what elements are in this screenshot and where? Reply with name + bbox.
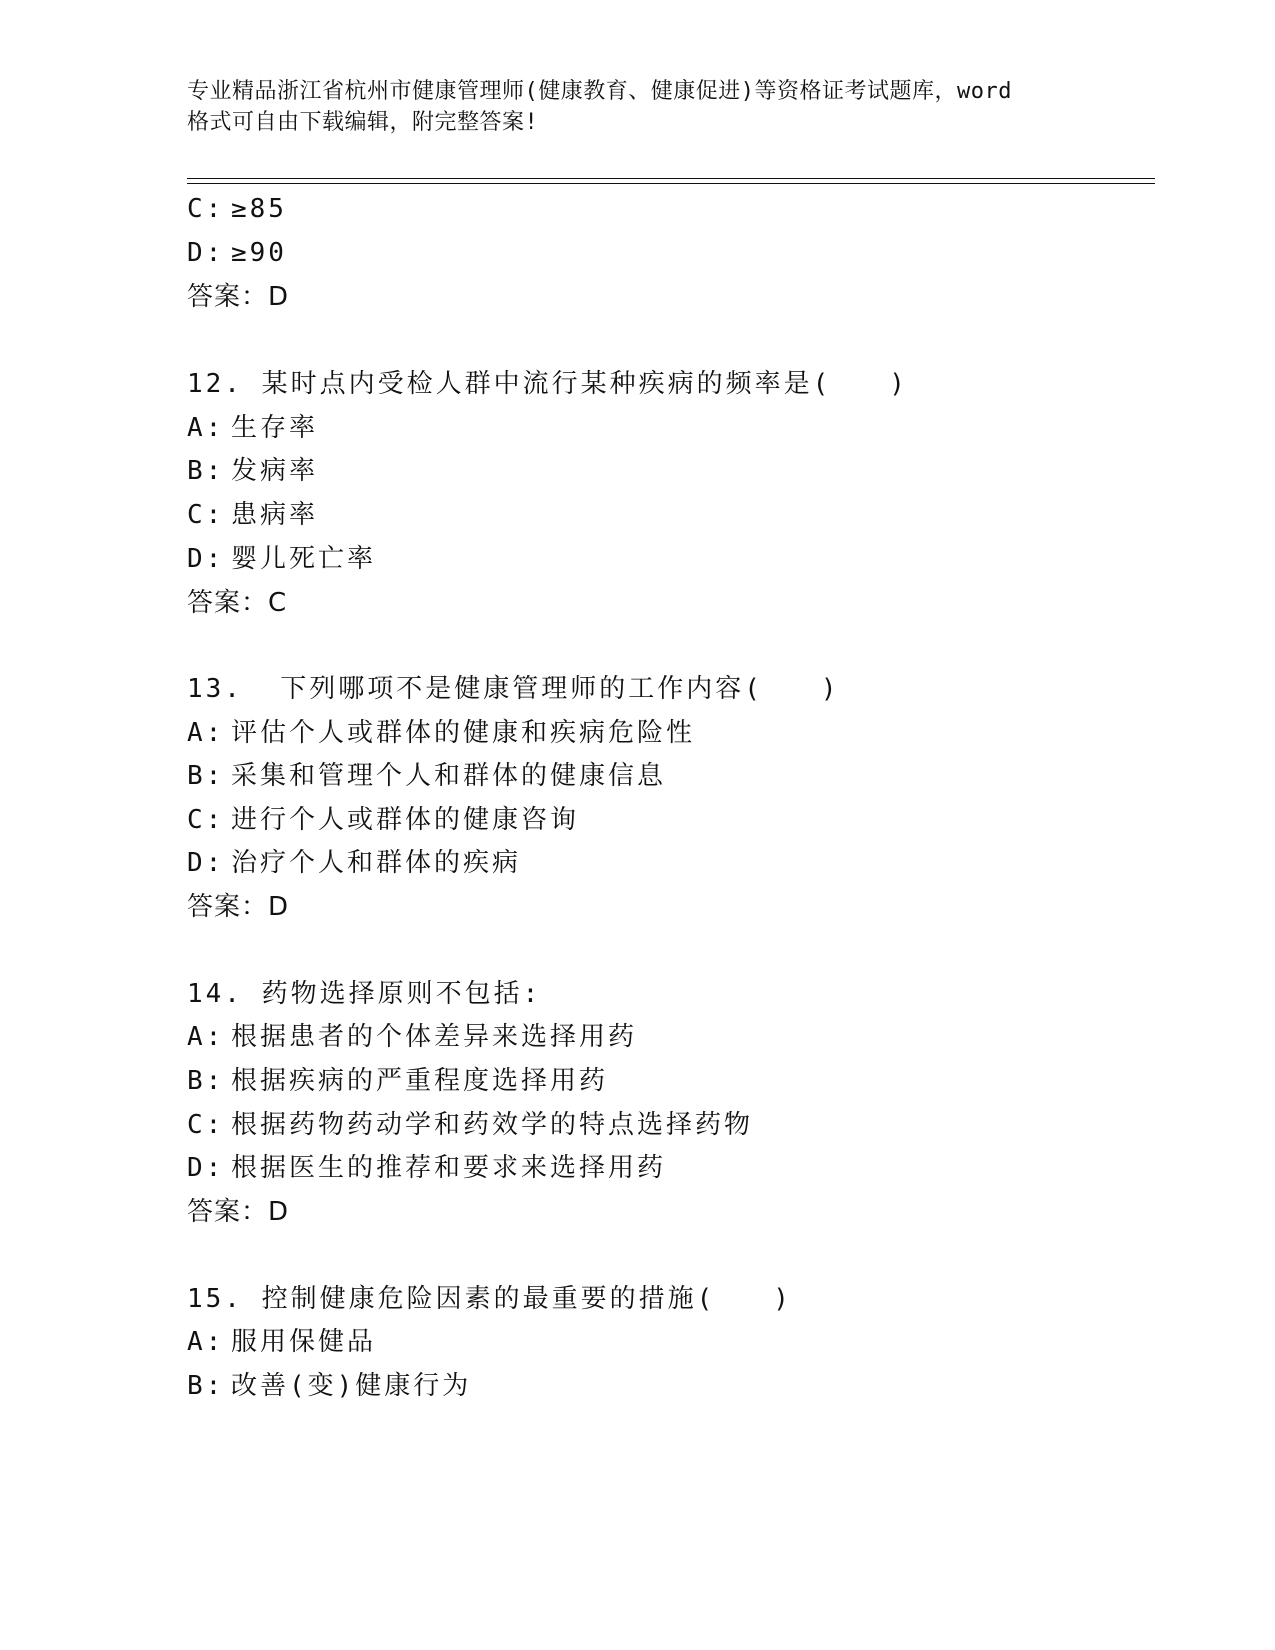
- option-key: B:: [187, 1371, 225, 1401]
- q12-option-c: [187, 499, 318, 531]
- option-key: D:: [187, 1153, 225, 1183]
- q13-option-b: [187, 760, 666, 792]
- q12-question: 12. 某时点内受检人群中流行某种疾病的频率是( ): [187, 369, 908, 399]
- option-text: 治疗个人和群体的疾病: [231, 848, 522, 878]
- option-text: 采集和管理个人和群体的健康信息: [231, 761, 667, 791]
- option-text: 改善(变)健康行为: [231, 1371, 472, 1401]
- q13-option-a: [187, 717, 695, 749]
- option-text: 患病率: [231, 500, 319, 530]
- option-text: 根据疾病的严重程度选择用药: [231, 1066, 609, 1096]
- option-key: D:: [187, 544, 225, 574]
- q11-option-d: [187, 237, 287, 269]
- option-key: C:: [187, 194, 225, 224]
- option-text: 评估个人或群体的健康和疾病危险性: [231, 718, 696, 748]
- option-key: C:: [187, 1110, 225, 1140]
- option-text: 发病率: [231, 456, 319, 486]
- option-text: 服用保健品: [231, 1327, 377, 1357]
- option-text: ≥90: [231, 238, 287, 268]
- option-text: 进行个人或群体的健康咨询: [231, 805, 580, 835]
- q11-answer: 答案：D: [187, 282, 290, 312]
- q11-option-c: [187, 193, 287, 225]
- option-text: 根据药物药动学和药效学的特点选择药物: [231, 1110, 754, 1140]
- q13-option-c: [187, 804, 579, 836]
- option-key: D:: [187, 848, 225, 878]
- option-key: A:: [187, 413, 225, 443]
- option-text: ≥85: [231, 194, 287, 224]
- header-divider-bottom: [187, 183, 1155, 184]
- q14-option-a: [187, 1021, 637, 1053]
- q12-option-d: [187, 543, 376, 575]
- header-divider-top: [187, 178, 1155, 179]
- q15-question: 15. 控制健康危险因素的最重要的措施( ): [187, 1284, 792, 1314]
- option-key: C:: [187, 500, 225, 530]
- option-text: 根据医生的推荐和要求来选择用药: [231, 1153, 667, 1183]
- q15-option-b: [187, 1370, 471, 1402]
- option-key: B:: [187, 1066, 225, 1096]
- q13-option-d: [187, 847, 521, 879]
- q14-option-c: [187, 1109, 753, 1141]
- q14-question: 14. 药物选择原则不包括:: [187, 979, 542, 1009]
- q14-option-d: [187, 1152, 666, 1184]
- option-key: A:: [187, 718, 225, 748]
- option-text: 生存率: [231, 413, 319, 443]
- q14-option-b: [187, 1065, 608, 1097]
- option-key: A:: [187, 1327, 225, 1357]
- document-header: [187, 76, 1087, 138]
- option-key: C:: [187, 805, 225, 835]
- q12-option-a: [187, 412, 318, 444]
- option-key: B:: [187, 761, 225, 791]
- q15-option-a: [187, 1326, 376, 1358]
- header-line-1: 专业精品浙江省杭州市健康管理师(健康教育、健康促进)等资格证考试题库，word: [187, 79, 1012, 104]
- q12-option-b: [187, 455, 318, 487]
- q13-question: 13. 下列哪项不是健康管理师的工作内容( ): [187, 674, 840, 704]
- q13-answer: 答案：D: [187, 892, 290, 922]
- option-text: 婴儿死亡率: [231, 544, 377, 574]
- q14-answer: 答案：D: [187, 1197, 290, 1227]
- header-line-2: 格式可自由下载编辑，附完整答案!: [187, 110, 539, 135]
- q12-answer: 答案：C: [187, 588, 288, 618]
- option-key: A:: [187, 1022, 225, 1052]
- option-text: 根据患者的个体差异来选择用药: [231, 1022, 638, 1052]
- option-key: B:: [187, 456, 225, 486]
- option-key: D:: [187, 238, 225, 268]
